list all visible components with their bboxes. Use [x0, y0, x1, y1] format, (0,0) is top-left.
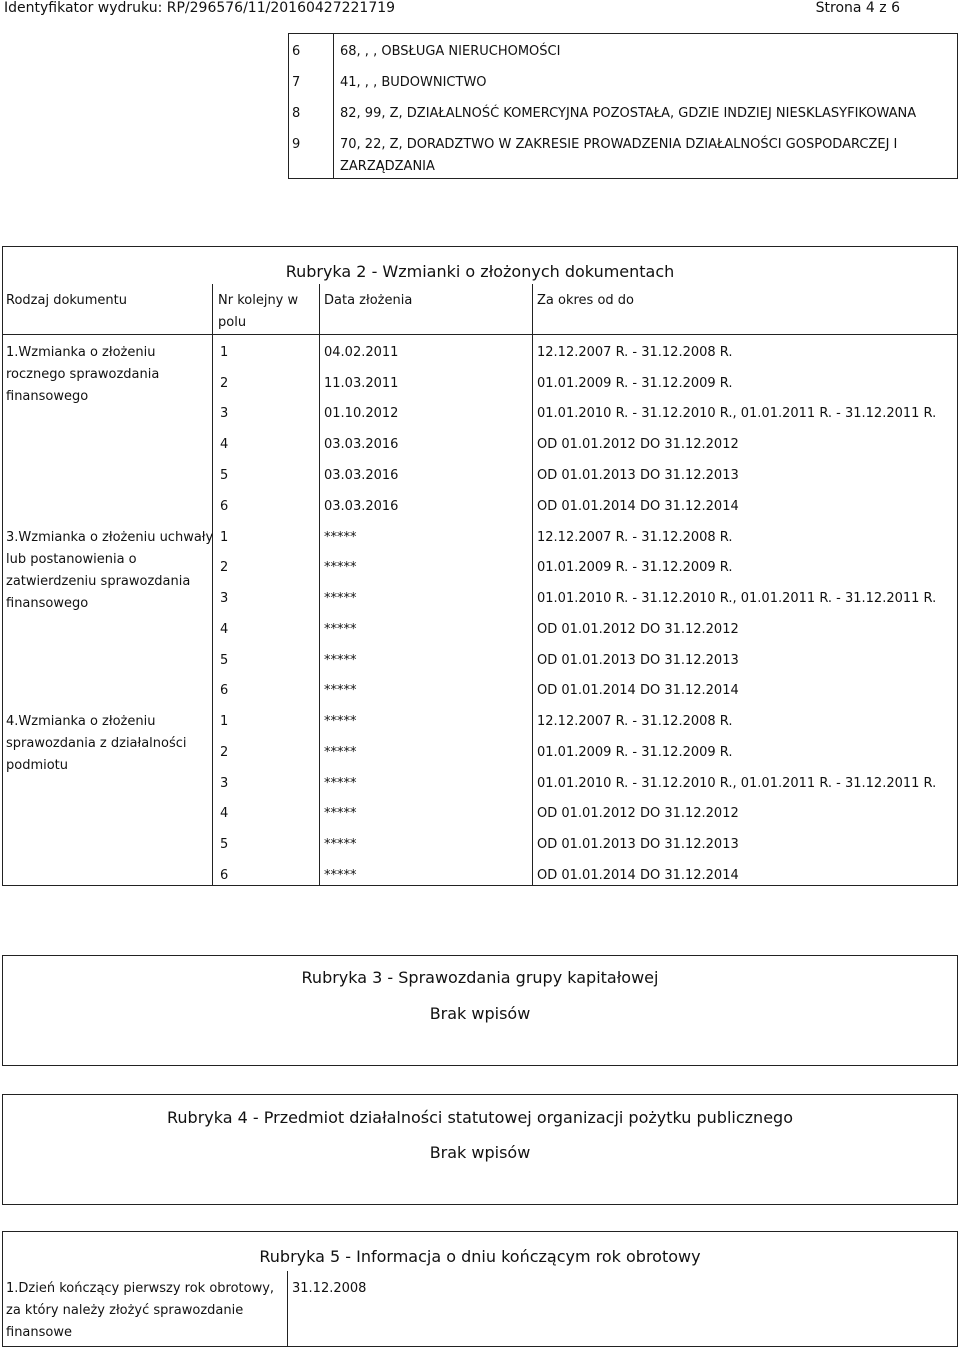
row-nr: 2 [220, 745, 229, 760]
row-okres: OD 01.01.2012 DO 31.12.2012 [537, 622, 739, 637]
pkd-no: 7 [292, 75, 301, 90]
row-data: ***** [324, 622, 357, 637]
document-type-label: podmiotu [6, 758, 69, 773]
row-data: 03.03.2016 [324, 499, 399, 514]
column-header-okres: Za okres od do [537, 293, 634, 308]
document-type-label: finansowego [6, 596, 89, 611]
document-type-label: 3.Wzmianka o złożeniu uchwały [6, 530, 214, 545]
row-nr: 2 [220, 376, 229, 391]
print-identifier: Identyfikator wydruku: RP/296576/11/20160427221719 [4, 0, 396, 16]
row-data: ***** [324, 560, 357, 575]
column-divider [319, 284, 320, 886]
row-nr: 6 [220, 868, 229, 883]
column-header-data: Data złożenia [324, 293, 413, 308]
row-nr: 4 [220, 806, 229, 821]
row-okres: OD 01.01.2012 DO 31.12.2012 [537, 437, 739, 452]
fiscal-year-label: 1.Dzień kończący pierwszy rok obrotowy, [6, 1281, 275, 1296]
row-nr: 1 [220, 714, 229, 729]
row-okres: 01.01.2010 R. - 31.12.2010 R., 01.01.2011 R. - 31.12.2011 R. [537, 776, 937, 791]
rubryka-3-empty: Brak wpisów [429, 1004, 531, 1023]
rubryka-3-title: Rubryka 3 - Sprawozdania grupy kapitałowej [301, 968, 659, 987]
row-okres: 12.12.2007 R. - 31.12.2008 R. [537, 345, 733, 360]
row-nr: 1 [220, 530, 229, 545]
row-nr: 4 [220, 437, 229, 452]
header-row-divider [2, 334, 958, 335]
pkd-text: 82, 99, Z, DZIAŁALNOŚĆ KOMERCYJNA POZOSTAŁA, GDZIE INDZIEJ NIESKLASYFIKOWANA [340, 106, 917, 121]
document-type-label: rocznego sprawozdania [6, 367, 160, 382]
column-header-nr-cont: polu [218, 315, 247, 330]
row-okres: OD 01.01.2013 DO 31.12.2013 [537, 837, 739, 852]
row-okres: OD 01.01.2014 DO 31.12.2014 [537, 868, 739, 883]
rubryka-2-title: Rubryka 2 - Wzmianki o złożonych dokumentach [285, 262, 675, 281]
row-nr: 5 [220, 837, 229, 852]
column-divider [532, 284, 533, 886]
row-okres: 01.01.2009 R. - 31.12.2009 R. [537, 560, 733, 575]
pkd-text: 68, , , OBSŁUGA NIERUCHOMOŚCI [340, 44, 561, 59]
row-okres: OD 01.01.2014 DO 31.12.2014 [537, 499, 739, 514]
row-nr: 2 [220, 560, 229, 575]
rubryka-4-empty: Brak wpisów [429, 1143, 531, 1162]
row-data: ***** [324, 837, 357, 852]
document-type-label: finansowego [6, 389, 89, 404]
row-nr: 3 [220, 406, 229, 421]
row-okres: 12.12.2007 R. - 31.12.2008 R. [537, 714, 733, 729]
row-okres: OD 01.01.2012 DO 31.12.2012 [537, 806, 739, 821]
column-header-rodzaj: Rodzaj dokumentu [6, 293, 127, 308]
document-type-label: zatwierdzeniu sprawozdania [6, 574, 191, 589]
row-data: ***** [324, 745, 357, 760]
row-data: 03.03.2016 [324, 437, 399, 452]
rubryka-4-title: Rubryka 4 - Przedmiot działalności statutowej organizacji pożytku publicznego [167, 1108, 793, 1127]
row-data: ***** [324, 714, 357, 729]
row-okres: 01.01.2010 R. - 31.12.2010 R., 01.01.2011 R. - 31.12.2011 R. [537, 406, 937, 421]
row-data: ***** [324, 653, 357, 668]
row-okres: 01.01.2010 R. - 31.12.2010 R., 01.01.2011 R. - 31.12.2011 R. [537, 591, 937, 606]
row-nr: 6 [220, 683, 229, 698]
row-nr: 4 [220, 622, 229, 637]
row-data: ***** [324, 530, 357, 545]
pkd-no: 9 [292, 137, 301, 152]
row-okres: OD 01.01.2013 DO 31.12.2013 [537, 653, 739, 668]
row-data: 03.03.2016 [324, 468, 399, 483]
row-data: ***** [324, 683, 357, 698]
row-data: 11.03.2011 [324, 376, 399, 391]
row-data: ***** [324, 806, 357, 821]
row-okres: 01.01.2009 R. - 31.12.2009 R. [537, 376, 733, 391]
row-okres: OD 01.01.2013 DO 31.12.2013 [537, 468, 739, 483]
row-data: 01.10.2012 [324, 406, 399, 421]
column-divider [212, 284, 213, 886]
document-type-label: 1.Wzmianka o złożeniu [6, 345, 156, 360]
row-okres: 12.12.2007 R. - 31.12.2008 R. [537, 530, 733, 545]
row-okres: 01.01.2009 R. - 31.12.2009 R. [537, 745, 733, 760]
row-data: 04.02.2011 [324, 345, 399, 360]
pkd-text: 70, 22, Z, DORADZTWO W ZAKRESIE PROWADZENIA DZIAŁALNOŚCI GOSPODARCZEJ I [340, 137, 898, 152]
pkd-text-continued: ZARZĄDZANIA [340, 159, 435, 174]
row-nr: 5 [220, 468, 229, 483]
fiscal-year-label: finansowe [6, 1325, 72, 1340]
fiscal-year-label: za który należy złożyć sprawozdanie [6, 1303, 244, 1318]
column-header-nr: Nr kolejny w [218, 293, 299, 308]
row-nr: 5 [220, 653, 229, 668]
document-type-label: sprawozdania z działalności [6, 736, 187, 751]
row-nr: 3 [220, 591, 229, 606]
rubryka-5-title: Rubryka 5 - Informacja o dniu kończącym rok obrotowy [259, 1247, 701, 1266]
fiscal-year-end-date: 31.12.2008 [292, 1281, 367, 1296]
document-type-label: 4.Wzmianka o złożeniu [6, 714, 156, 729]
pkd-divider [333, 33, 334, 179]
row-okres: OD 01.01.2014 DO 31.12.2014 [537, 683, 739, 698]
column-divider [287, 1271, 288, 1347]
row-nr: 3 [220, 776, 229, 791]
row-data: ***** [324, 776, 357, 791]
pkd-no: 6 [292, 44, 301, 59]
row-data: ***** [324, 591, 357, 606]
pkd-text: 41, , , BUDOWNICTWO [340, 75, 487, 90]
row-nr: 1 [220, 345, 229, 360]
row-nr: 6 [220, 499, 229, 514]
document-type-label: lub postanowienia o [6, 552, 137, 567]
pkd-no: 8 [292, 106, 301, 121]
page-number: Strona 4 z 6 [815, 0, 900, 16]
row-data: ***** [324, 868, 357, 883]
